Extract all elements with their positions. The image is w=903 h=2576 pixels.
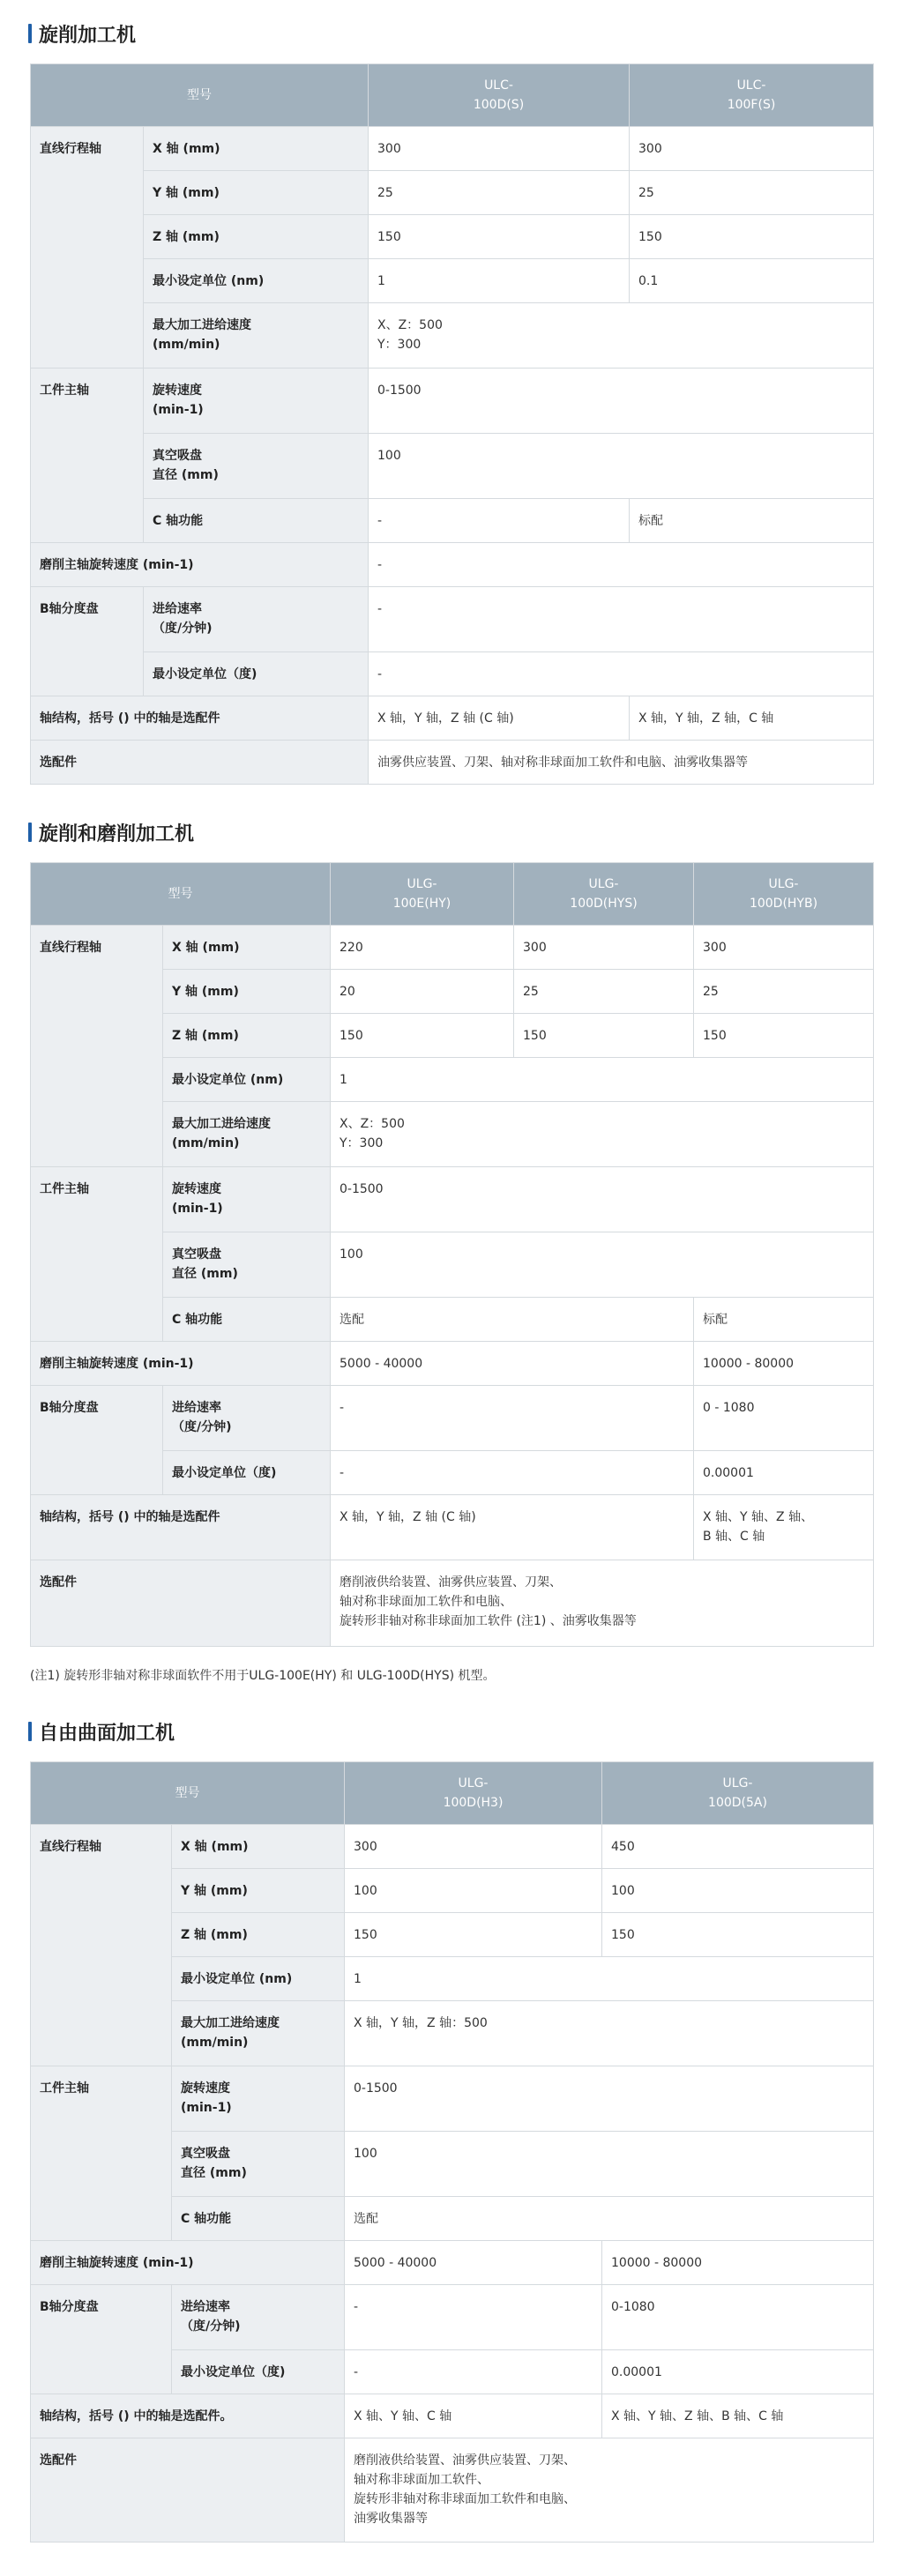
- cell-value: X、Z：500 Y：300: [369, 303, 874, 369]
- footnote: (注1) 旋转形非轴对称非球面软件不用于ULG-100E(HY) 和 ULG-100D(HYS) 机型。: [30, 1669, 496, 1683]
- row-label: Y 轴 (mm): [144, 171, 369, 215]
- cell-value: 300: [694, 926, 874, 970]
- row-label: Y 轴 (mm): [163, 970, 331, 1014]
- cell-value: 25: [369, 171, 630, 215]
- cell-value: 选配: [331, 1298, 694, 1342]
- cell-value: 0-1080: [602, 2285, 874, 2350]
- cell-value: 150: [369, 215, 630, 259]
- cell-value: 标配: [630, 499, 874, 543]
- cell-value: 25: [630, 171, 874, 215]
- cell-value: X 轴，Y 轴，Z 轴：500: [345, 2001, 874, 2066]
- row-label: 轴结构，括号 () 中的轴是选配件。: [31, 2394, 345, 2438]
- cell-value: 0-1500: [331, 1167, 874, 1232]
- row-label: X 轴 (mm): [172, 1825, 345, 1869]
- row-label: C 轴功能: [163, 1298, 331, 1342]
- cell-value: 1: [331, 1058, 874, 1102]
- section-title-text: 旋削加工机: [39, 24, 137, 47]
- cell-value: -: [331, 1386, 694, 1451]
- row-label: 最小设定单位 (nm): [163, 1058, 331, 1102]
- spec-table: [30, 63, 874, 785]
- header-model: ULG- 100D(H3): [345, 1762, 602, 1825]
- cell-value: 5000 - 40000: [331, 1342, 694, 1386]
- title-accent-bar: [28, 1722, 32, 1741]
- cell-value: 150: [630, 215, 874, 259]
- cell-value: X 轴、Y 轴、Z 轴、B 轴、C 轴: [602, 2394, 874, 2438]
- row-label: 最大加工进给速度 (mm/min): [163, 1102, 331, 1167]
- cell-value: 10000 - 80000: [602, 2241, 874, 2285]
- cell-value: 300: [514, 926, 694, 970]
- cell-value: X 轴、Y 轴、C 轴: [345, 2394, 602, 2438]
- row-label: 旋转速度 (min-1): [163, 1167, 331, 1232]
- section-title-text: 旋削和磨削加工机: [39, 823, 195, 845]
- cell-value: 25: [694, 970, 874, 1014]
- cell-value: 300: [369, 127, 630, 171]
- row-label: 选配件: [31, 2438, 345, 2542]
- header-model: ULG- 100D(HYS): [514, 863, 694, 926]
- cell-value: 220: [331, 926, 514, 970]
- cell-value: -: [369, 587, 874, 652]
- row-group-label: B轴分度盘: [31, 1386, 163, 1495]
- section-turning: [30, 18, 873, 785]
- row-label: 磨削主轴旋转速度 (min-1): [31, 1342, 331, 1386]
- cell-value: 100: [345, 1869, 602, 1913]
- cell-value: -: [345, 2350, 602, 2394]
- cell-value: 选配: [345, 2197, 874, 2241]
- cell-value: X 轴，Y 轴，Z 轴 (C 轴): [369, 696, 630, 741]
- header-model: ULC- 100F(S): [630, 64, 874, 127]
- cell-value: 25: [514, 970, 694, 1014]
- title-accent-bar: [28, 24, 32, 43]
- header-model: ULG- 100D(5A): [602, 1762, 874, 1825]
- cell-value: 300: [630, 127, 874, 171]
- row-label: X 轴 (mm): [163, 926, 331, 970]
- row-label: 磨削主轴旋转速度 (min-1): [31, 2241, 345, 2285]
- spec-table: [30, 1761, 874, 2542]
- row-label: 真空吸盘 直径 (mm): [163, 1232, 331, 1298]
- cell-value: X 轴，Y 轴，Z 轴 (C 轴): [331, 1495, 694, 1560]
- cell-value: 100: [369, 434, 874, 499]
- cell-value: 磨削液供给装置、油雾供应装置、刀架、 轴对称非球面加工软件、 旋转形非轴对称非球面加工软件和电脑、 油雾收集器等: [345, 2438, 874, 2542]
- cell-value: 磨削液供给装置、油雾供应装置、刀架、 轴对称非球面加工软件和电脑、 旋转形非轴对称非球面加工软件 (注1) 、油雾收集器等: [331, 1560, 874, 1647]
- row-group-label: B轴分度盘: [31, 587, 144, 696]
- section-title: [28, 816, 873, 848]
- cell-value: 450: [602, 1825, 874, 1869]
- title-accent-bar: [28, 823, 32, 842]
- row-label: 进给速率 （度/分钟): [163, 1386, 331, 1451]
- row-label: 进给速率 （度/分钟): [144, 587, 369, 652]
- row-label: 真空吸盘 直径 (mm): [172, 2132, 345, 2197]
- cell-value: 0.1: [630, 259, 874, 303]
- cell-value: 5000 - 40000: [345, 2241, 602, 2285]
- row-group-label: 工件主轴: [31, 369, 144, 543]
- cell-value: 标配: [694, 1298, 874, 1342]
- cell-value: 1: [369, 259, 630, 303]
- cell-value: -: [369, 543, 874, 587]
- row-group-label: 工件主轴: [31, 2066, 172, 2241]
- section-title-text: 自由曲面加工机: [39, 1722, 175, 1745]
- row-label: 选配件: [31, 1560, 331, 1647]
- cell-value: 20: [331, 970, 514, 1014]
- row-label: 最小设定单位（度): [163, 1451, 331, 1495]
- row-group-label: 直线行程轴: [31, 127, 144, 369]
- header-model-label: 型号: [31, 1762, 345, 1825]
- cell-value: 150: [345, 1913, 602, 1957]
- row-label: 最大加工进给速度 (mm/min): [172, 2001, 345, 2066]
- cell-value: -: [345, 2285, 602, 2350]
- row-group-label: 直线行程轴: [31, 926, 163, 1167]
- row-label: X 轴 (mm): [144, 127, 369, 171]
- row-label: 轴结构，括号 () 中的轴是选配件: [31, 1495, 331, 1560]
- row-group-label: 直线行程轴: [31, 1825, 172, 2066]
- cell-value: -: [331, 1451, 694, 1495]
- row-label: 轴结构，括号 () 中的轴是选配件: [31, 696, 369, 741]
- cell-value: 0-1500: [369, 369, 874, 434]
- row-label: 选配件: [31, 741, 369, 785]
- row-label: 最小设定单位 (nm): [172, 1957, 345, 2001]
- cell-value: 1: [345, 1957, 874, 2001]
- cell-value: 100: [331, 1232, 874, 1298]
- row-label: Z 轴 (mm): [172, 1913, 345, 1957]
- row-label: 最小设定单位（度): [144, 652, 369, 696]
- row-label: 旋转速度 (min-1): [144, 369, 369, 434]
- row-label: C 轴功能: [144, 499, 369, 543]
- cell-value: 0 - 1080: [694, 1386, 874, 1451]
- spec-table: [30, 862, 874, 1647]
- row-label: 进给速率 （度/分钟): [172, 2285, 345, 2350]
- row-group-label: 工件主轴: [31, 1167, 163, 1342]
- cell-value: 150: [514, 1014, 694, 1058]
- row-label: C 轴功能: [172, 2197, 345, 2241]
- header-model: ULC- 100D(S): [369, 64, 630, 127]
- section-title: [28, 18, 873, 49]
- cell-value: 100: [602, 1869, 874, 1913]
- row-label: Z 轴 (mm): [163, 1014, 331, 1058]
- row-label: 最小设定单位（度): [172, 2350, 345, 2394]
- section-turning-grinding: [30, 816, 873, 1684]
- row-label: Y 轴 (mm): [172, 1869, 345, 1913]
- cell-value: 10000 - 80000: [694, 1342, 874, 1386]
- header-model: ULG- 100E(HY): [331, 863, 514, 926]
- cell-value: 0.00001: [694, 1451, 874, 1495]
- cell-value: X 轴、Y 轴、Z 轴、 B 轴、C 轴: [694, 1495, 874, 1560]
- header-model-label: 型号: [31, 863, 331, 926]
- cell-value: 150: [602, 1913, 874, 1957]
- header-model-label: 型号: [31, 64, 369, 127]
- cell-value: 0.00001: [602, 2350, 874, 2394]
- row-label: 磨削主轴旋转速度 (min-1): [31, 543, 369, 587]
- row-label: 最大加工进给速度 (mm/min): [144, 303, 369, 369]
- row-label: 真空吸盘 直径 (mm): [144, 434, 369, 499]
- cell-value: 150: [694, 1014, 874, 1058]
- cell-value: 100: [345, 2132, 874, 2197]
- cell-value: 300: [345, 1825, 602, 1869]
- cell-value: -: [369, 499, 630, 543]
- row-label: 旋转速度 (min-1): [172, 2066, 345, 2132]
- cell-value: 油雾供应装置、刀架、轴对称非球面加工软件和电脑、油雾收集器等: [369, 741, 874, 785]
- cell-value: X、Z：500 Y：300: [331, 1102, 874, 1167]
- section-freeform: [30, 1716, 873, 2542]
- header-model: ULG- 100D(HYB): [694, 863, 874, 926]
- row-label: 最小设定单位 (nm): [144, 259, 369, 303]
- row-group-label: B轴分度盘: [31, 2285, 172, 2394]
- cell-value: X 轴，Y 轴，Z 轴，C 轴: [630, 696, 874, 741]
- cell-value: 150: [331, 1014, 514, 1058]
- cell-value: 0-1500: [345, 2066, 874, 2132]
- cell-value: -: [369, 652, 874, 696]
- section-title: [28, 1716, 873, 1747]
- row-label: Z 轴 (mm): [144, 215, 369, 259]
